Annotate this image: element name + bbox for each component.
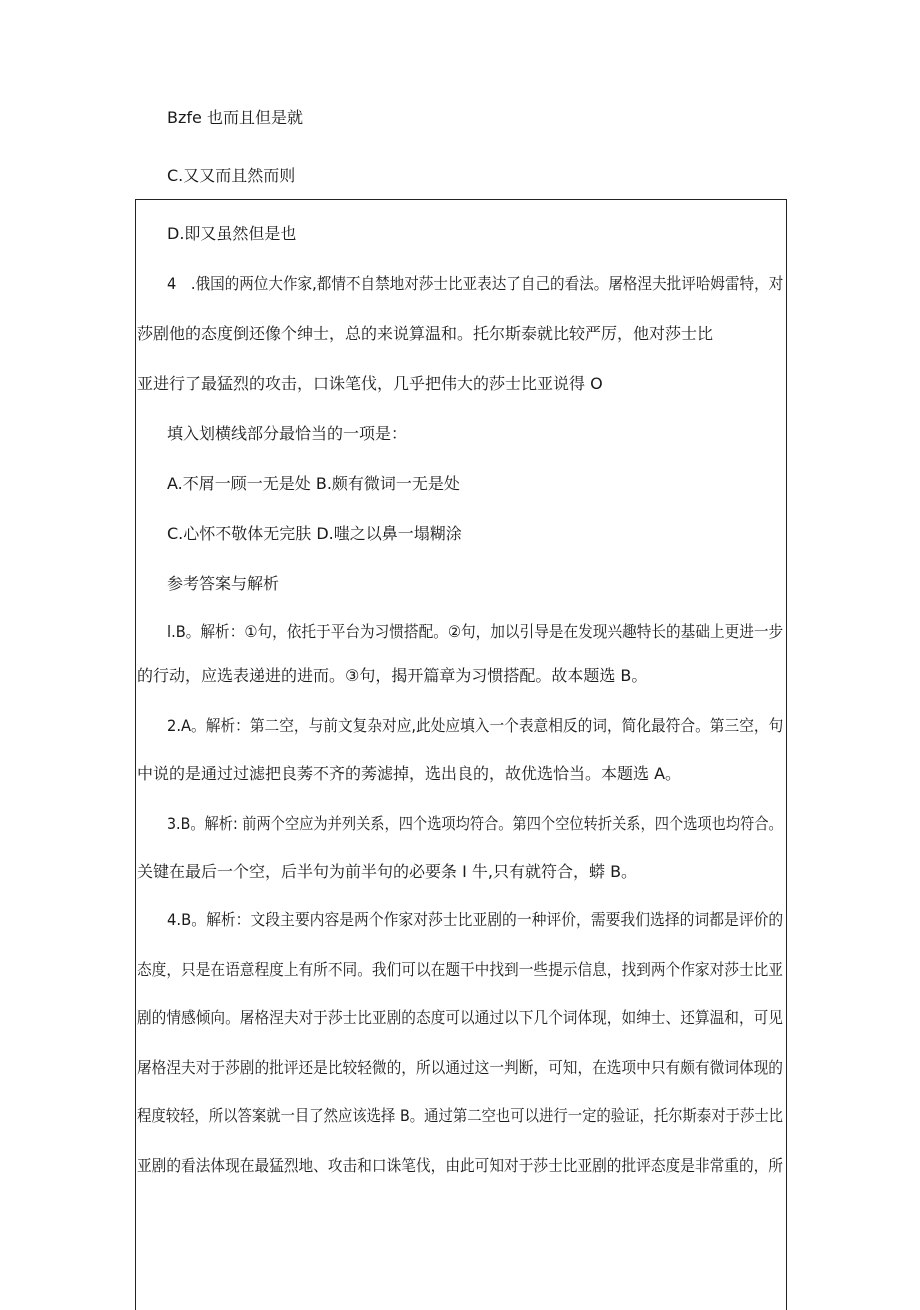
answer-2-line-1: 2.A。解析：第二空，与前文复杂对应,此处应填入一个表意相反的词，简化最符合。第三空，句 bbox=[167, 716, 784, 735]
answer-1-line-1: l.B。解析：①句，依托于平台为习惯搭配。②句，加以引导是在发现兴趣特长的基础上更进一步 bbox=[167, 622, 784, 641]
answer-4-line-5: 程度较轻，所以答案就一目了然应该选择 B。通过第二空也可以进行一定的验证，托尔斯泰对于莎士比 bbox=[137, 1106, 784, 1125]
answer-4-line-1: 4.B。解析：文段主要内容是两个作家对莎士比亚剧的一种评价，需要我们选择的词都是评价的 bbox=[167, 910, 784, 929]
question-4-line-1: 4 .俄国的两位大作家,都情不自禁地对莎士比亚表达了自己的看法。屠格涅夫批评哈姆雷特，对 bbox=[167, 274, 784, 293]
page-frame-border bbox=[135, 199, 787, 1310]
option-c-line: C.又又而且然而则 bbox=[167, 166, 296, 185]
answer-4-line-2: 态度，只是在语意程度上有所不同。我们可以在题干中找到一些提示信息，找到两个作家对莎士比亚 bbox=[137, 960, 784, 979]
question-4-options-cd: C.心怀不敬体无完肤 D.嗤之以鼻一塌糊涂 bbox=[167, 524, 462, 543]
answer-4-line-6: 亚剧的看法体现在最猛烈地、攻击和口诛笔伐，由此可知对于莎士比亚剧的批评态度是非常重的，所 bbox=[137, 1156, 784, 1175]
question-4-prompt: 填入划横线部分最恰当的一项是： bbox=[167, 424, 408, 443]
question-4-options-ab: A.不屑一顾一无是处 B.颇有微词一无是处 bbox=[167, 474, 460, 493]
question-4-line-2: 莎剧他的态度倒还像个绅士，总的来说算温和。托尔斯泰就比较严厉，他对莎士比 bbox=[137, 324, 714, 343]
answer-4-line-4: 屠格涅夫对于莎剧的批评还是比较轻微的，所以通过这一判断，可知，在选项中只有颇有微词体现的 bbox=[137, 1058, 784, 1077]
option-d-line: D.即又虽然但是也 bbox=[167, 224, 297, 243]
question-4-line-3: 亚进行了最猛烈的攻击，口诛笔伐，几乎把伟大的莎士比亚说得 O bbox=[137, 374, 603, 393]
answer-1-line-2: 的行动，应选表递进的进而。③句，揭开篇章为习惯搭配。故本题选 B。 bbox=[137, 666, 648, 685]
answer-4-line-3: 剧的情感倾向。屠格涅夫对于莎士比亚剧的态度可以通过以下几个词体现，如绅士、还算温和，可见 bbox=[137, 1008, 784, 1027]
answers-heading: 参考答案与解析 bbox=[167, 574, 280, 593]
option-b-line: Bzfe 也而且但是就 bbox=[167, 108, 303, 127]
answer-2-line-2: 中说的是通过过滤把良莠不齐的莠滤掉，选出良的，故优选恰当。本题选 A。 bbox=[137, 764, 682, 783]
answer-3-line-2: 关键在最后一个空，后半句为前半句的必要条 I 牛,只有就符合，蟒 B。 bbox=[137, 862, 638, 881]
answer-3-line-1: 3.B。解析: 前两个空应为并列关系，四个选项均符合。第四个空位转折关系，四个选项也均符合。 bbox=[167, 814, 783, 833]
